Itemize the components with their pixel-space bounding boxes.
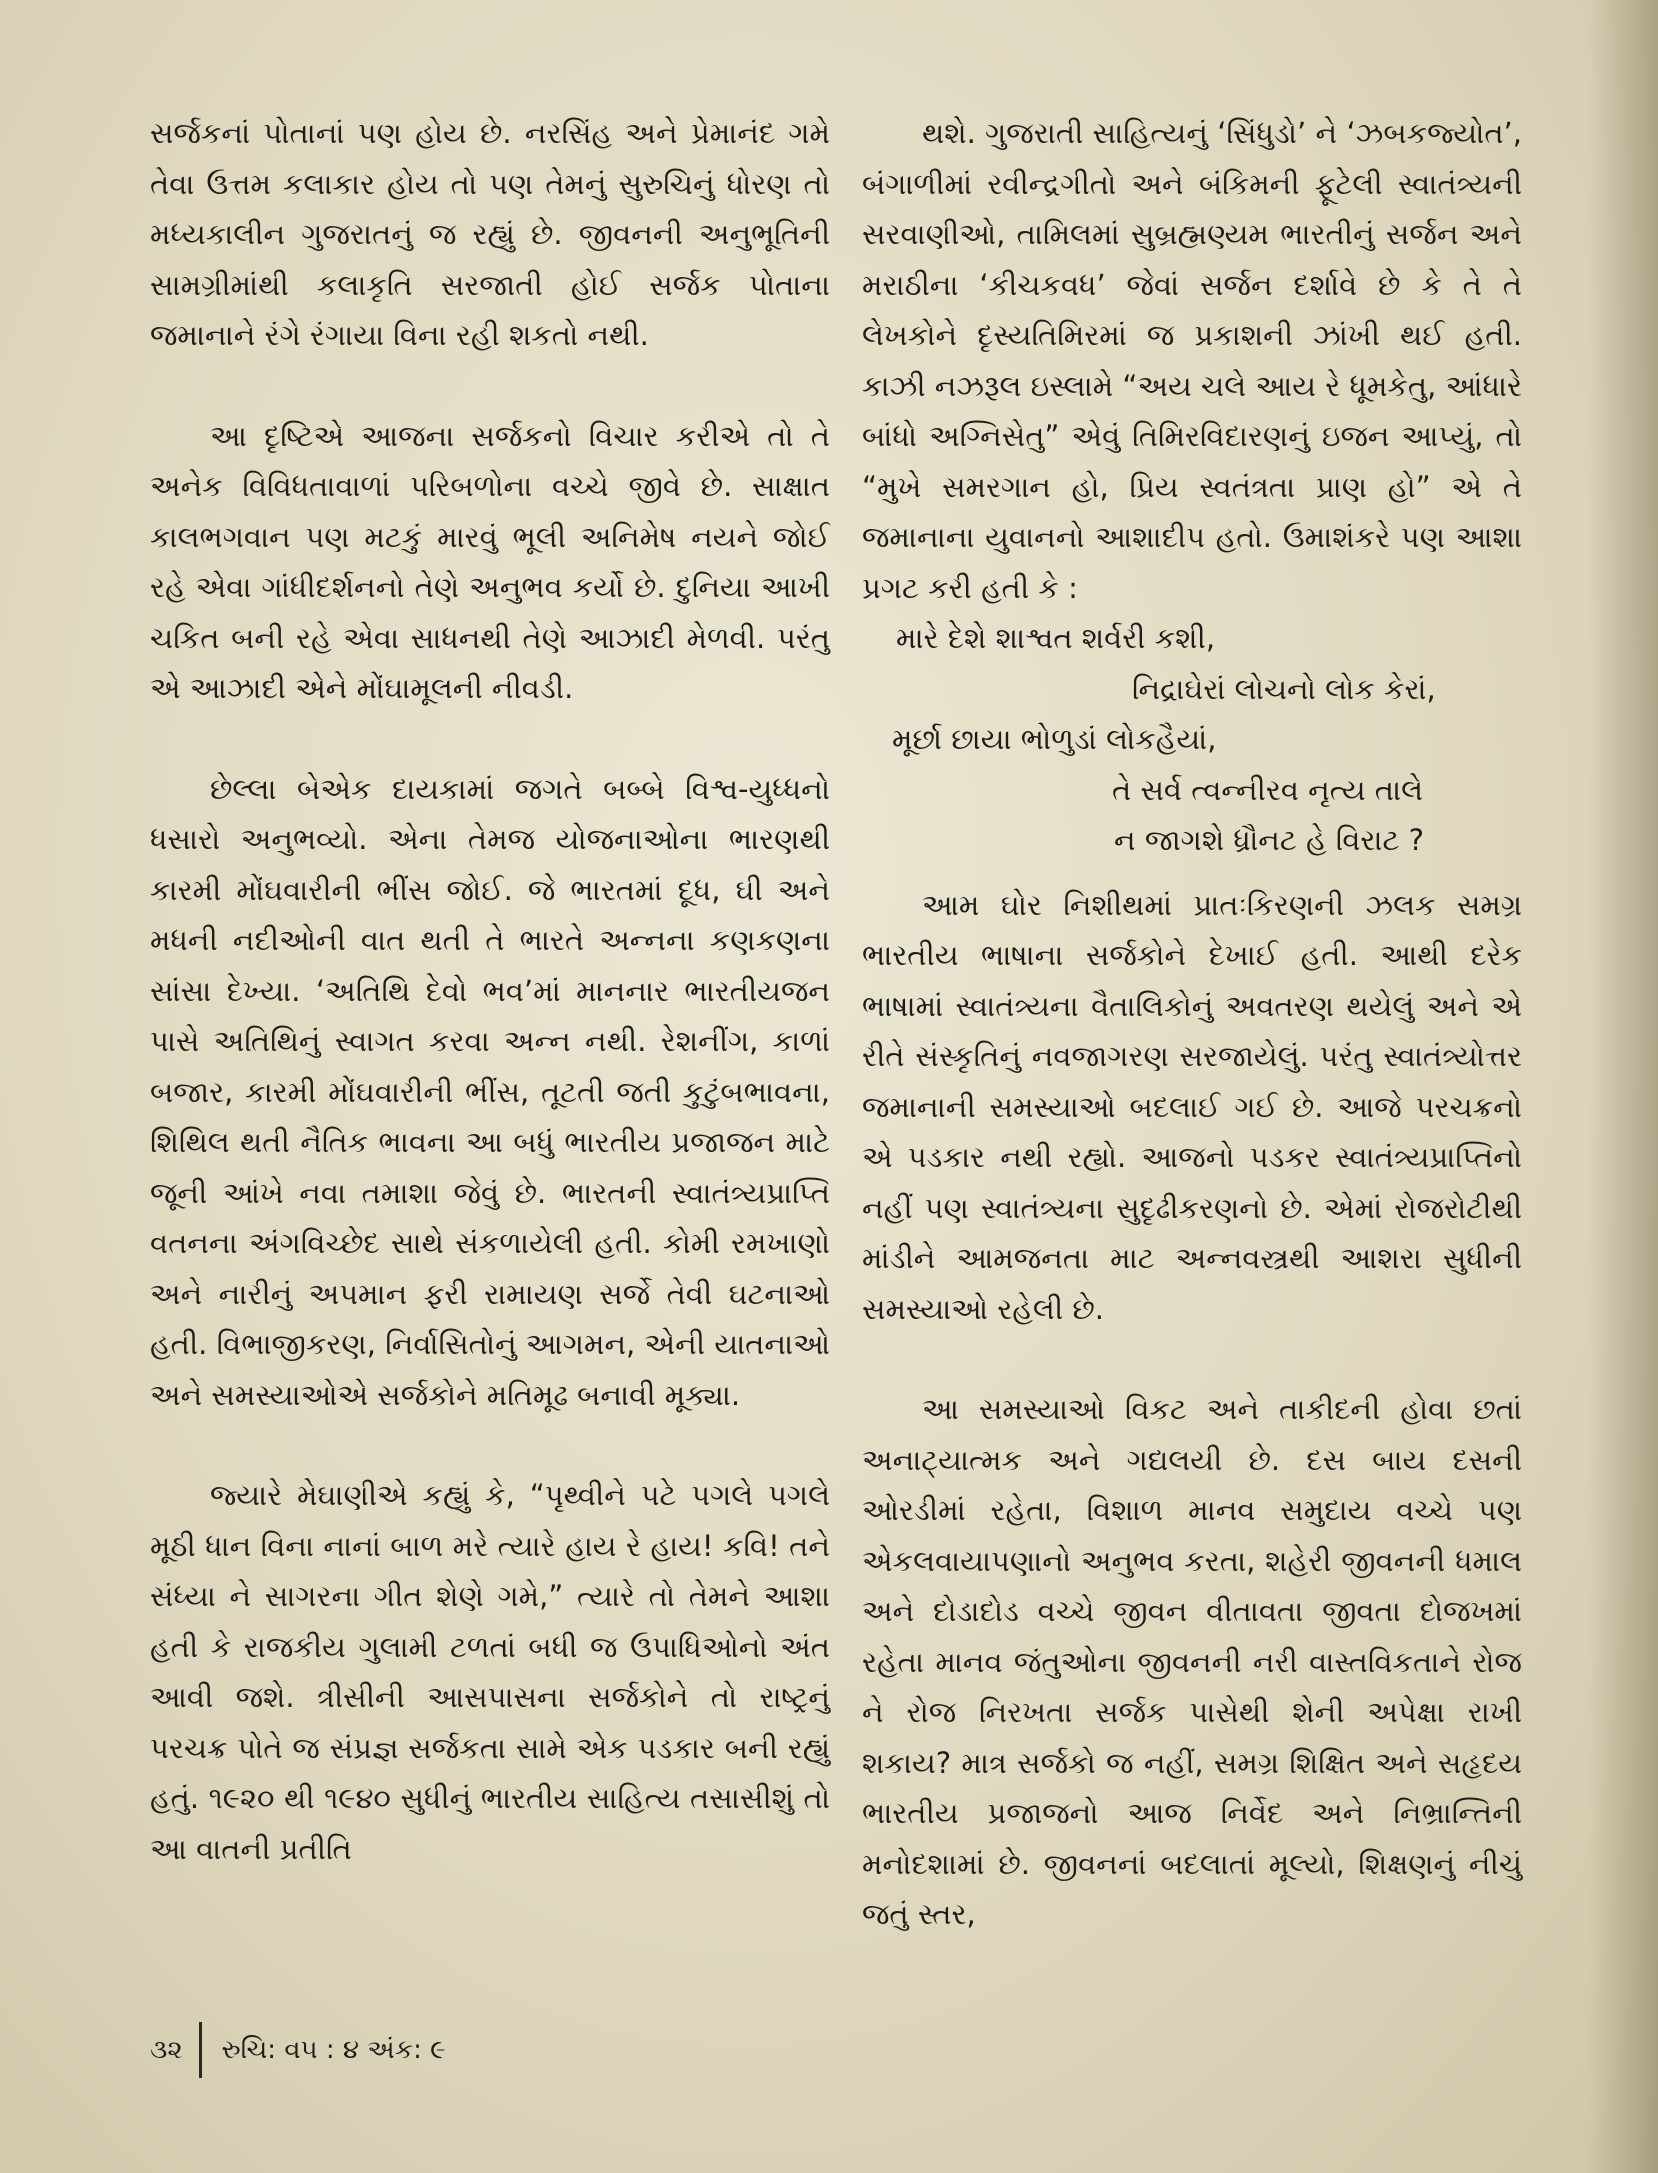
left-paragraph-4: જ્યારે મેઘાણીએ કહ્યું કે, “પૃથ્વીને પટે પગલે પગલે મૂઠી ધાન વિના નાનાં બાળ મરે ત્યારે હાય રે હાય! કવિ! તને સંધ્યા ને સાગરના ગીત શેણે ગમે,” ત્યારે તો તેમને આશા હતી કે રાજકીય ગુલામી ટળતાં બધી જ ઉપાધિઓનો અંત આવી જશે. ત્રીસીની આસપાસના સર્જકોને તો રાષ્ટ્રનું પરચક્ર પોતે જ સંપ્રજ્ઞ સર્જકતા સામે એક પડકાર બની રહ્યું હતું. ૧૯૨૦ થી ૧૯૪૦ સુધીનું ભારતીય સાહિત્ય તસાસીશું તો આ વાતની પ્રતીતિ [150,1478,830,1866]
left-paragraph-3: છેલ્લા બેએક દાયકામાં જગતે બબ્બે વિશ્વ-યુધ્ધનો ધસારો અનુભવ્યો. એના તેમજ યોજનાઓના ભારણથી કારમી મોંઘવારીની ભીંસ જોઈ. જે ભારતમાં દૂધ, ઘી અને મધની નદીઓની વાત થતી તે ભારતે અન્નના કણકણના સાંસા દેખ્યા. ‘અતિથિ દેવો ભવ’માં માનનાર ભારતીયજન પાસે અતિથિનું સ્વાગત કરવા અન્ન નથી. રેશનીંગ, કાળાં બજાર, કારમી મોંઘવારીની ભીંસ, તૂટતી જતી કુટુંબભાવના, શિથિલ થતી નૈતિક ભાવના આ બધું ભારતીય પ્રજાજન માટે જૂની આંખે નવા તમાશા જેવું છે. ભારતની સ્વાતંત્ર્યપ્રાપ્તિ વતનના અંગવિચ્છેદ સાથે સંકળાયેલી હતી. કોમી રમખાણો અને નારીનું અપમાન ફરી રામાયણ સર્જે તેવી ઘટનાઓ હતી. વિભાજીકરણ, નિર્વાસિતોનું આગમન, એની યાતનાઓ અને સમસ્યાઓએ સર્જકોને મતિમૂઢ બનાવી મૂક્યા. [150,771,830,1412]
journal-citation: રુચિ: વ૫ : ૪ અંક: ૯ [221,2034,446,2065]
right-column [862,108,1522,1940]
right-paragraph-1: થશે. ગુજરાતી સાહિત્યનું ‘સિંધુડો’ ને ‘ઝબકજ્યોત’, બંગાળીમાં રવીન્દ્રગીતો અને બંકિમની ફૂટેલી સ્વાતંત્ર્યની સરવાણીઓ, તામિલમાં સુબ્રહ્મણ્યમ ભારતીનું સર્જન અને મરાઠીના ‘કીચકવધ’ જેવાં સર્જન દર્શાવે છે કે તે તે લેખકોને દૃસ્યતિમિરમાં જ પ્રકાશની ઝાંખી થઈ હતી. કાઝી નઝરૂલ ઇસ્લામે “અય ચલે આય રે ધૂમકેતુ, આંધારે બાંધો અગ્નિસેતુ” એવું તિમિરવિદારણનું ઇજન આપ્યું, તો “મુખે સમરગાન હો, પ્રિય સ્વતંત્રતા પ્રાણ હો” એ તે જમાનાના યુવાનનો આશાદીપ હતો. ઉમાશંકરે પણ આશા પ્રગટ કરી હતી કે : [862,116,1522,605]
poem-line-1: મારે દેશે શાશ્વત શર્વરી કશી, [896,621,1216,655]
poem-line-5: ન જાગશે ધ્રૌનટ હે વિરાટ ? [1114,823,1425,857]
binding-shadow [1588,0,1658,2173]
page-footer [150,2020,446,2080]
left-paragraph-1: સર્જકનાં પોતાનાં પણ હોય છે. નરસિંહ અને પ્રેમાનંદ ગમે તેવા ઉત્તમ કલાકાર હોય તો પણ તેમનું સુરુચિનું ધોરણ તો મધ્યકાલીન ગુજરાતનું જ રહ્યું છે. જીવનની અનુભૂતિની સામગ્રીમાંથી કલાકૃતિ સરજાતી હોઈ સર્જક પોતાના જમાનાને રંગે રંગાયા વિના રહી શકતો નથી. [150,116,830,352]
page-number: ૩૨ [150,2034,183,2065]
left-paragraph-2: આ દૃષ્ટિએ આજના સર્જકનો વિચાર કરીએ તો તે અનેક વિવિધતાવાળાં પરિબળોના વચ્ચે જીવે છે. સાક્ષાત કાલભગવાન પણ મટકું મારવું ભૂલી અનિમેષ નયને જોઈ રહે એવા ગાંધીદર્શનનો તેણે અનુભવ કર્યો છે. દુનિયા આખી ચકિત બની રહે એવા સાધનથી તેણે આઝાદી મેળવી. પરંતુ એ આઝાદી એને મોંઘામૂલની નીવડી. [150,418,830,705]
footer-divider [199,2022,202,2078]
right-paragraph-3: આ સમસ્યાઓ વિકટ અને તાકીદની હોવા છતાં અનાટ્યાત્મક અને ગદ્યલયી છે. દસ બાય દસની ઓરડીમાં રહેતા, વિશાળ માનવ સમુદાય વચ્ચે પણ એકલવાયાપણાનો અનુભવ કરતા, શહેરી જીવનની ધમાલ અને દોડાદોડ વચ્ચે જીવન વીતાવતા જીવતા દોજખમાં રહેતા માનવ જંતુઓના જીવનની નરી વાસ્તવિકતાને રોજ ને રોજ નિરખતા સર્જક પાસેથી શેની અપેક્ષા રાખી શકાય? માત્ર સર્જકો જ નહીં, સમગ્ર શિક્ષિત અને સહૃદય ભારતીય પ્રજાજનો આજ નિર્વેદ અને નિભ્રાન્તિની મનોદશામાં છે. જીવનનાં બદલાતાં મૂલ્યો, શિક્ષણનું નીચું જતું સ્તર, [862,1392,1522,1931]
poem-line-3: મૂર્છા છાયા ભોળુડાં લોકહૈયાં, [892,722,1217,756]
quoted-poem [862,613,1522,866]
right-paragraph-2: આમ ઘોર નિશીથમાં પ્રાતઃકિરણની ઝલક સમગ્ર ભારતીય ભાષાના સર્જકોને દેખાઈ હતી. આથી દરેક ભાષામાં સ્વાતંત્ર્યના વૈતાલિકોનું અવતરણ થયેલું અને એ રીતે સંસ્કૃતિનું નવજાગરણ સરજાયેલું. પરંતુ સ્વાતંત્ર્યોત્તર જમાનાની સમસ્યાઓ બદલાઈ ગઈ છે. આજે પરચક્રનો એ પડકાર નથી રહ્યો. આજનો પડકર સ્વાતંત્ર્યપ્રાપ્તિનો નહીં પણ સ્વાતંત્ર્યના સુદૃઢીકરણનો છે. એમાં રોજરોટીથી માંડીને આમજનતા માટ અન્નવસ્ત્રથી આશરા સુધીની સમસ્યાઓ રહેલી છે. [862,887,1522,1326]
left-column [150,108,830,1874]
poem-line-2: નિદ્રાઘેરાં લોચનો લોક કેરાં, [1132,671,1436,706]
poem-line-4: તે સર્વ ત્વન્નીરવ નૃત્ય તાલે [1112,772,1424,807]
